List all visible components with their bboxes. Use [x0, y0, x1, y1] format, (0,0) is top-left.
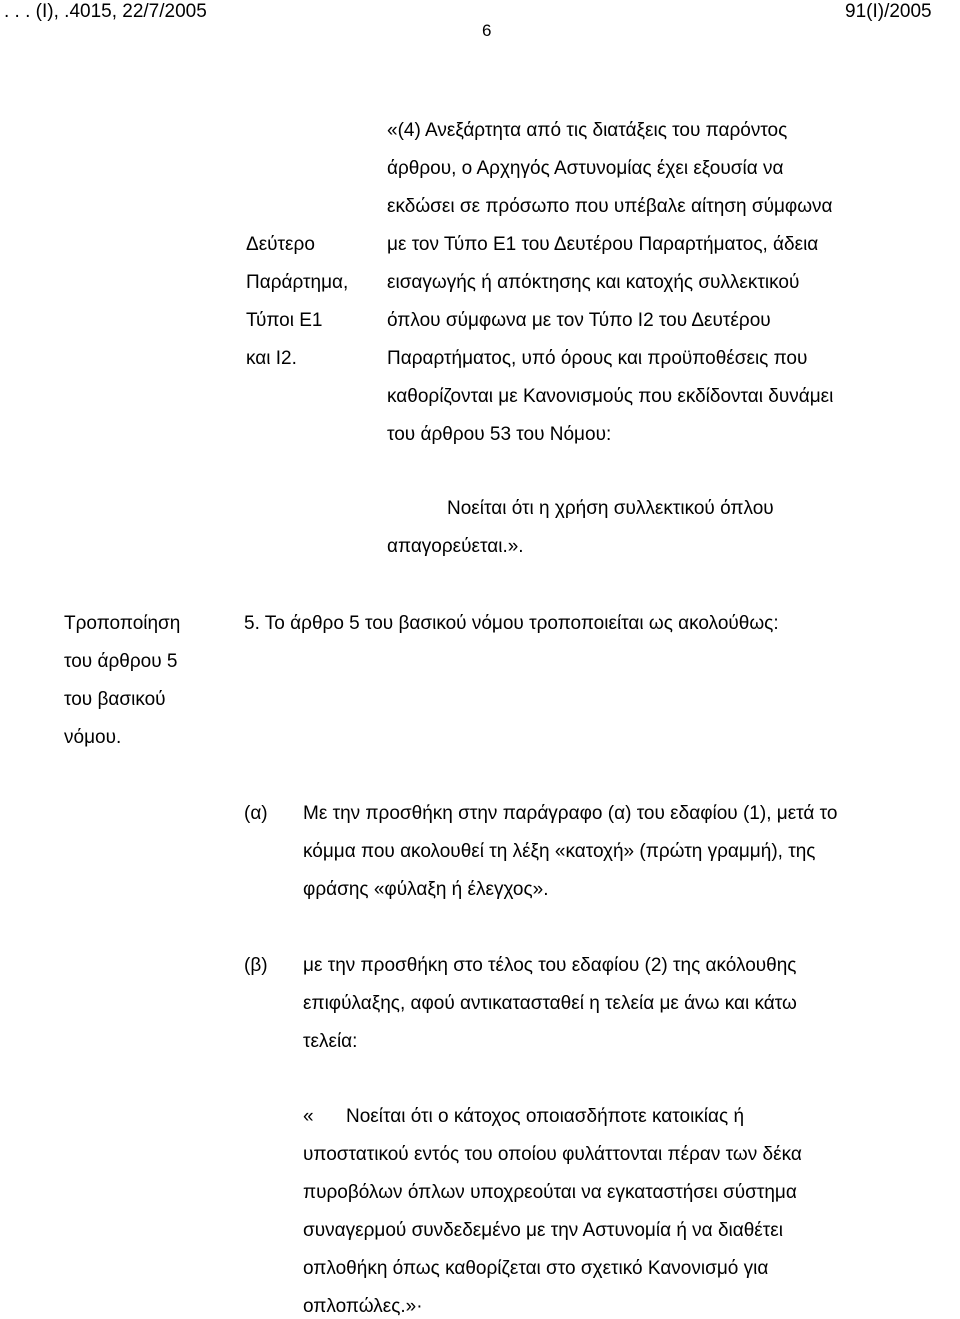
item-line: επιφύλαξης, αφού αντικατασταθεί η τελεία με άνω και κάτω: [303, 993, 797, 1014]
margin-note-line: του άρθρου 5: [64, 651, 178, 672]
item-line: φράσης «φύλαξη ή έλεγχος».: [303, 879, 549, 900]
quote-line: Νοείται ότι ο κάτοχος οποιασδήποτε κατοικίας ή: [346, 1106, 745, 1127]
header-right: 91(Ι)/2005: [845, 1, 932, 22]
section-5-heading: 5. Το άρθρο 5 του βασικού νόμου τροποποιείται ως ακολούθως:: [244, 613, 779, 634]
margin-note-line: Τροποποίηση: [64, 613, 181, 634]
margin-note-line: Παράρτημα,: [246, 272, 349, 293]
margin-note-line: του βασικού: [64, 689, 166, 710]
paragraph-line: εκδώσει σε πρόσωπο που υπέβαλε αίτηση σύμφωνα: [387, 196, 833, 217]
item-line: Με την προσθήκη στην παράγραφο (α) του εδαφίου (1), μετά το: [303, 803, 838, 824]
quote-line: συναγερμού συνδεδεμένο με την Αστυνομία ή να διαθέτει: [303, 1220, 783, 1241]
quote-line: οπλοθήκη όπως καθορίζεται στο σχετικό Κανονισμό για: [303, 1258, 769, 1279]
paragraph-line: «(4) Ανεξάρτητα από τις διατάξεις του παρόντος: [387, 120, 788, 141]
paragraph-line: εισαγωγής ή απόκτησης και κατοχής συλλεκτικού: [387, 272, 800, 293]
margin-note-line: και Ι2.: [246, 348, 297, 369]
quote-line: υποστατικού εντός του οποίου φυλάττονται πέραν των δέκα: [303, 1144, 802, 1165]
paragraph-line: καθορίζονται με Κανονισμούς που εκδίδονται δυνάμει: [387, 386, 834, 407]
paragraph-line: με τον Τύπο Ε1 του Δευτέρου Παραρτήματος, άδεια: [387, 234, 819, 255]
quote-line: πυροβόλων όπλων υποχρεούται να εγκαταστήσει σύστημα: [303, 1182, 797, 1203]
margin-note-line: Τύποι Ε1: [246, 310, 323, 331]
proviso-line: Νοείται ότι η χρήση συλλεκτικού όπλου: [447, 498, 774, 519]
paragraph-line: του άρθρου 53 του Νόμου:: [387, 424, 612, 445]
opening-quote: «: [303, 1106, 314, 1127]
quote-line: οπλοπώλες.»·: [303, 1296, 423, 1317]
item-label: (α): [244, 803, 268, 824]
page-number: 6: [482, 21, 492, 40]
item-label: (β): [244, 955, 268, 976]
margin-note-line: Δεύτερο: [246, 234, 315, 255]
paragraph-line: άρθρου, ο Αρχηγός Αστυνομίας έχει εξουσία να: [387, 158, 784, 179]
paragraph-line: όπλου σύμφωνα με τον Τύπο Ι2 του Δευτέρου: [387, 310, 771, 331]
proviso-line: απαγορεύεται.».: [387, 536, 524, 557]
item-line: τελεία:: [303, 1031, 358, 1052]
margin-note-line: νόμου.: [64, 727, 122, 748]
paragraph-line: Παραρτήματος, υπό όρους και προϋποθέσεις που: [387, 348, 808, 369]
header-left: . . . (Ι), .4015, 22/7/2005: [4, 1, 207, 22]
item-line: κόμμα που ακολουθεί τη λέξη «κατοχή» (πρώτη γραμμή), της: [303, 841, 816, 862]
item-line: με την προσθήκη στο τέλος του εδαφίου (2) της ακόλουθης: [303, 955, 797, 976]
